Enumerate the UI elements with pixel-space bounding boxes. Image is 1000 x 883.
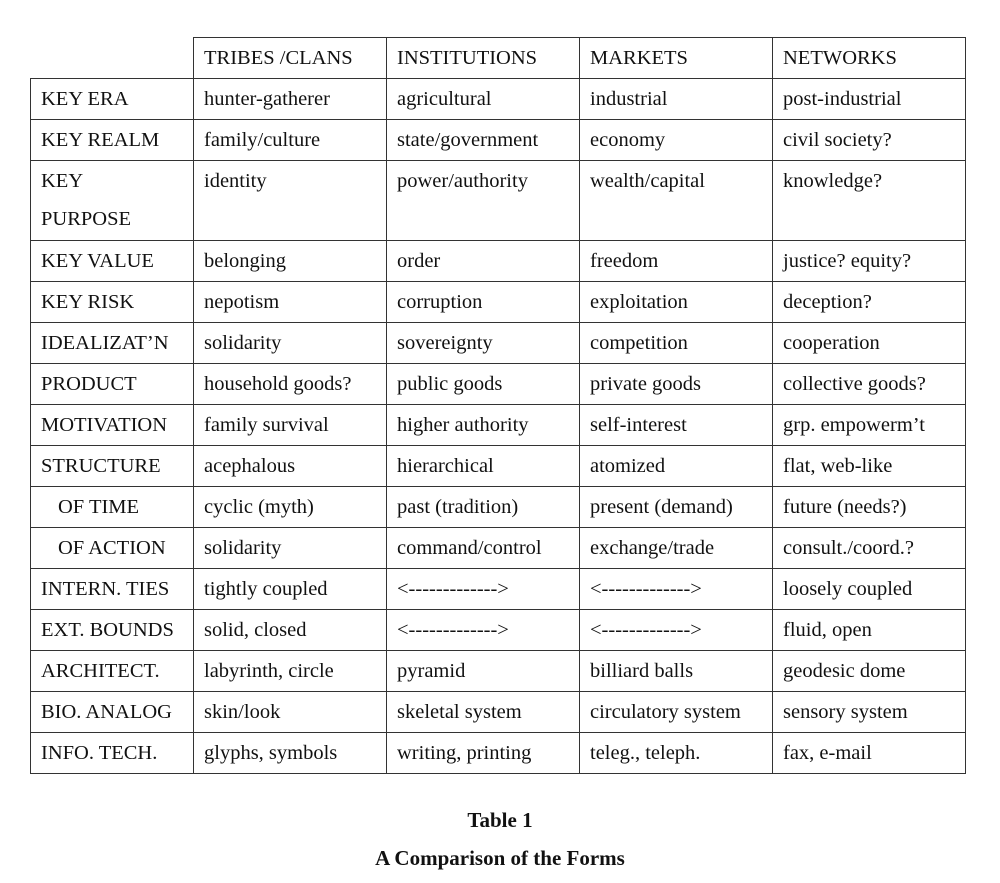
table-cell: family survival [194,405,387,446]
row-label: EXT. BOUNDS [31,610,194,651]
row-label: KEY VALUE [31,241,194,282]
row-label: OF ACTION [31,528,194,569]
row-label: KEY RISK [31,282,194,323]
table-row [31,282,966,323]
table-cell: household goods? [194,364,387,405]
table-cell: future (needs?) [773,487,966,528]
table-cell: flat, web-like [773,446,966,487]
table-row [31,528,966,569]
column-header-institutions: INSTITUTIONS [387,38,580,79]
table-cell: solid, closed [194,610,387,651]
table-row [31,79,966,120]
row-label: INFO. TECH. [31,733,194,774]
table-row [31,405,966,446]
table-cell: circulatory system [580,692,773,733]
table-cell: tightly coupled [194,569,387,610]
table-row [31,610,966,651]
row-label-line2: PURPOSE [41,208,132,230]
table-row [31,241,966,282]
header-corner [31,38,194,79]
row-label: BIO. ANALOG [31,692,194,733]
row-label: ARCHITECT. [31,651,194,692]
table-cell: <-------------> [580,610,773,651]
table-cell: <-------------> [387,569,580,610]
row-label: IDEALIZAT’N [31,323,194,364]
table-cell: justice? equity? [773,241,966,282]
table-cell: industrial [580,79,773,120]
table-cell: fluid, open [773,610,966,651]
table-cell: hierarchical [387,446,580,487]
table-cell: glyphs, symbols [194,733,387,774]
table-row [31,323,966,364]
row-label-line1: KEY [41,170,84,192]
table-cell: hunter-gatherer [194,79,387,120]
table-row [31,651,966,692]
table-cell: self-interest [580,405,773,446]
column-header-networks: NETWORKS [773,38,966,79]
table-cell: competition [580,323,773,364]
table-cell: post-industrial [773,79,966,120]
table-row [31,733,966,774]
table-cell: corruption [387,282,580,323]
table-cell: wealth/capital [580,161,773,241]
table-cell: geodesic dome [773,651,966,692]
table-cell: cyclic (myth) [194,487,387,528]
table-cell: nepotism [194,282,387,323]
table-cell: writing, printing [387,733,580,774]
table-cell: solidarity [194,528,387,569]
table-cell: <-------------> [387,610,580,651]
table-cell: order [387,241,580,282]
table-cell: consult./coord.? [773,528,966,569]
table-cell: grp. empowerm’t [773,405,966,446]
row-label [31,161,194,241]
table-cell: pyramid [387,651,580,692]
table-cell: fax, e-mail [773,733,966,774]
column-header-tribes: TRIBES /CLANS [194,38,387,79]
table-cell: family/culture [194,120,387,161]
table-row [31,569,966,610]
comparison-table [30,37,966,774]
table-row [31,120,966,161]
table-cell: higher authority [387,405,580,446]
table-cell: acephalous [194,446,387,487]
table-cell: exploitation [580,282,773,323]
table-cell: teleg., teleph. [580,733,773,774]
table-cell: labyrinth, circle [194,651,387,692]
table-caption: A Comparison of the Forms [375,846,625,870]
table-number: Table 1 [467,808,533,832]
table-cell: economy [580,120,773,161]
row-label: KEY ERA [31,79,194,120]
table-cell: public goods [387,364,580,405]
table-row [31,364,966,405]
table-cell: state/government [387,120,580,161]
table-cell: atomized [580,446,773,487]
table-cell: agricultural [387,79,580,120]
row-label: STRUCTURE [31,446,194,487]
table-cell: sovereignty [387,323,580,364]
table-row [31,692,966,733]
row-label: KEY REALM [31,120,194,161]
table-row [31,487,966,528]
table-cell: collective goods? [773,364,966,405]
table-cell: skeletal system [387,692,580,733]
row-label: PRODUCT [31,364,194,405]
row-label: MOTIVATION [31,405,194,446]
table-row [31,446,966,487]
table-cell: knowledge? [773,161,966,241]
row-label: OF TIME [31,487,194,528]
table-cell: <-------------> [580,569,773,610]
table-row [31,161,966,241]
table-cell: power/authority [387,161,580,241]
table-cell: civil society? [773,120,966,161]
table-cell: cooperation [773,323,966,364]
table-cell: deception? [773,282,966,323]
header-row [31,38,966,79]
table-cell: skin/look [194,692,387,733]
table-cell: present (demand) [580,487,773,528]
table-cell: past (tradition) [387,487,580,528]
column-header-markets: MARKETS [580,38,773,79]
row-label: INTERN. TIES [31,569,194,610]
table-cell: freedom [580,241,773,282]
table-cell: identity [194,161,387,241]
table-cell: exchange/trade [580,528,773,569]
table-cell: private goods [580,364,773,405]
table-cell: command/control [387,528,580,569]
table-cell: sensory system [773,692,966,733]
table-cell: solidarity [194,323,387,364]
table-cell: billiard balls [580,651,773,692]
table-cell: loosely coupled [773,569,966,610]
table-cell: belonging [194,241,387,282]
